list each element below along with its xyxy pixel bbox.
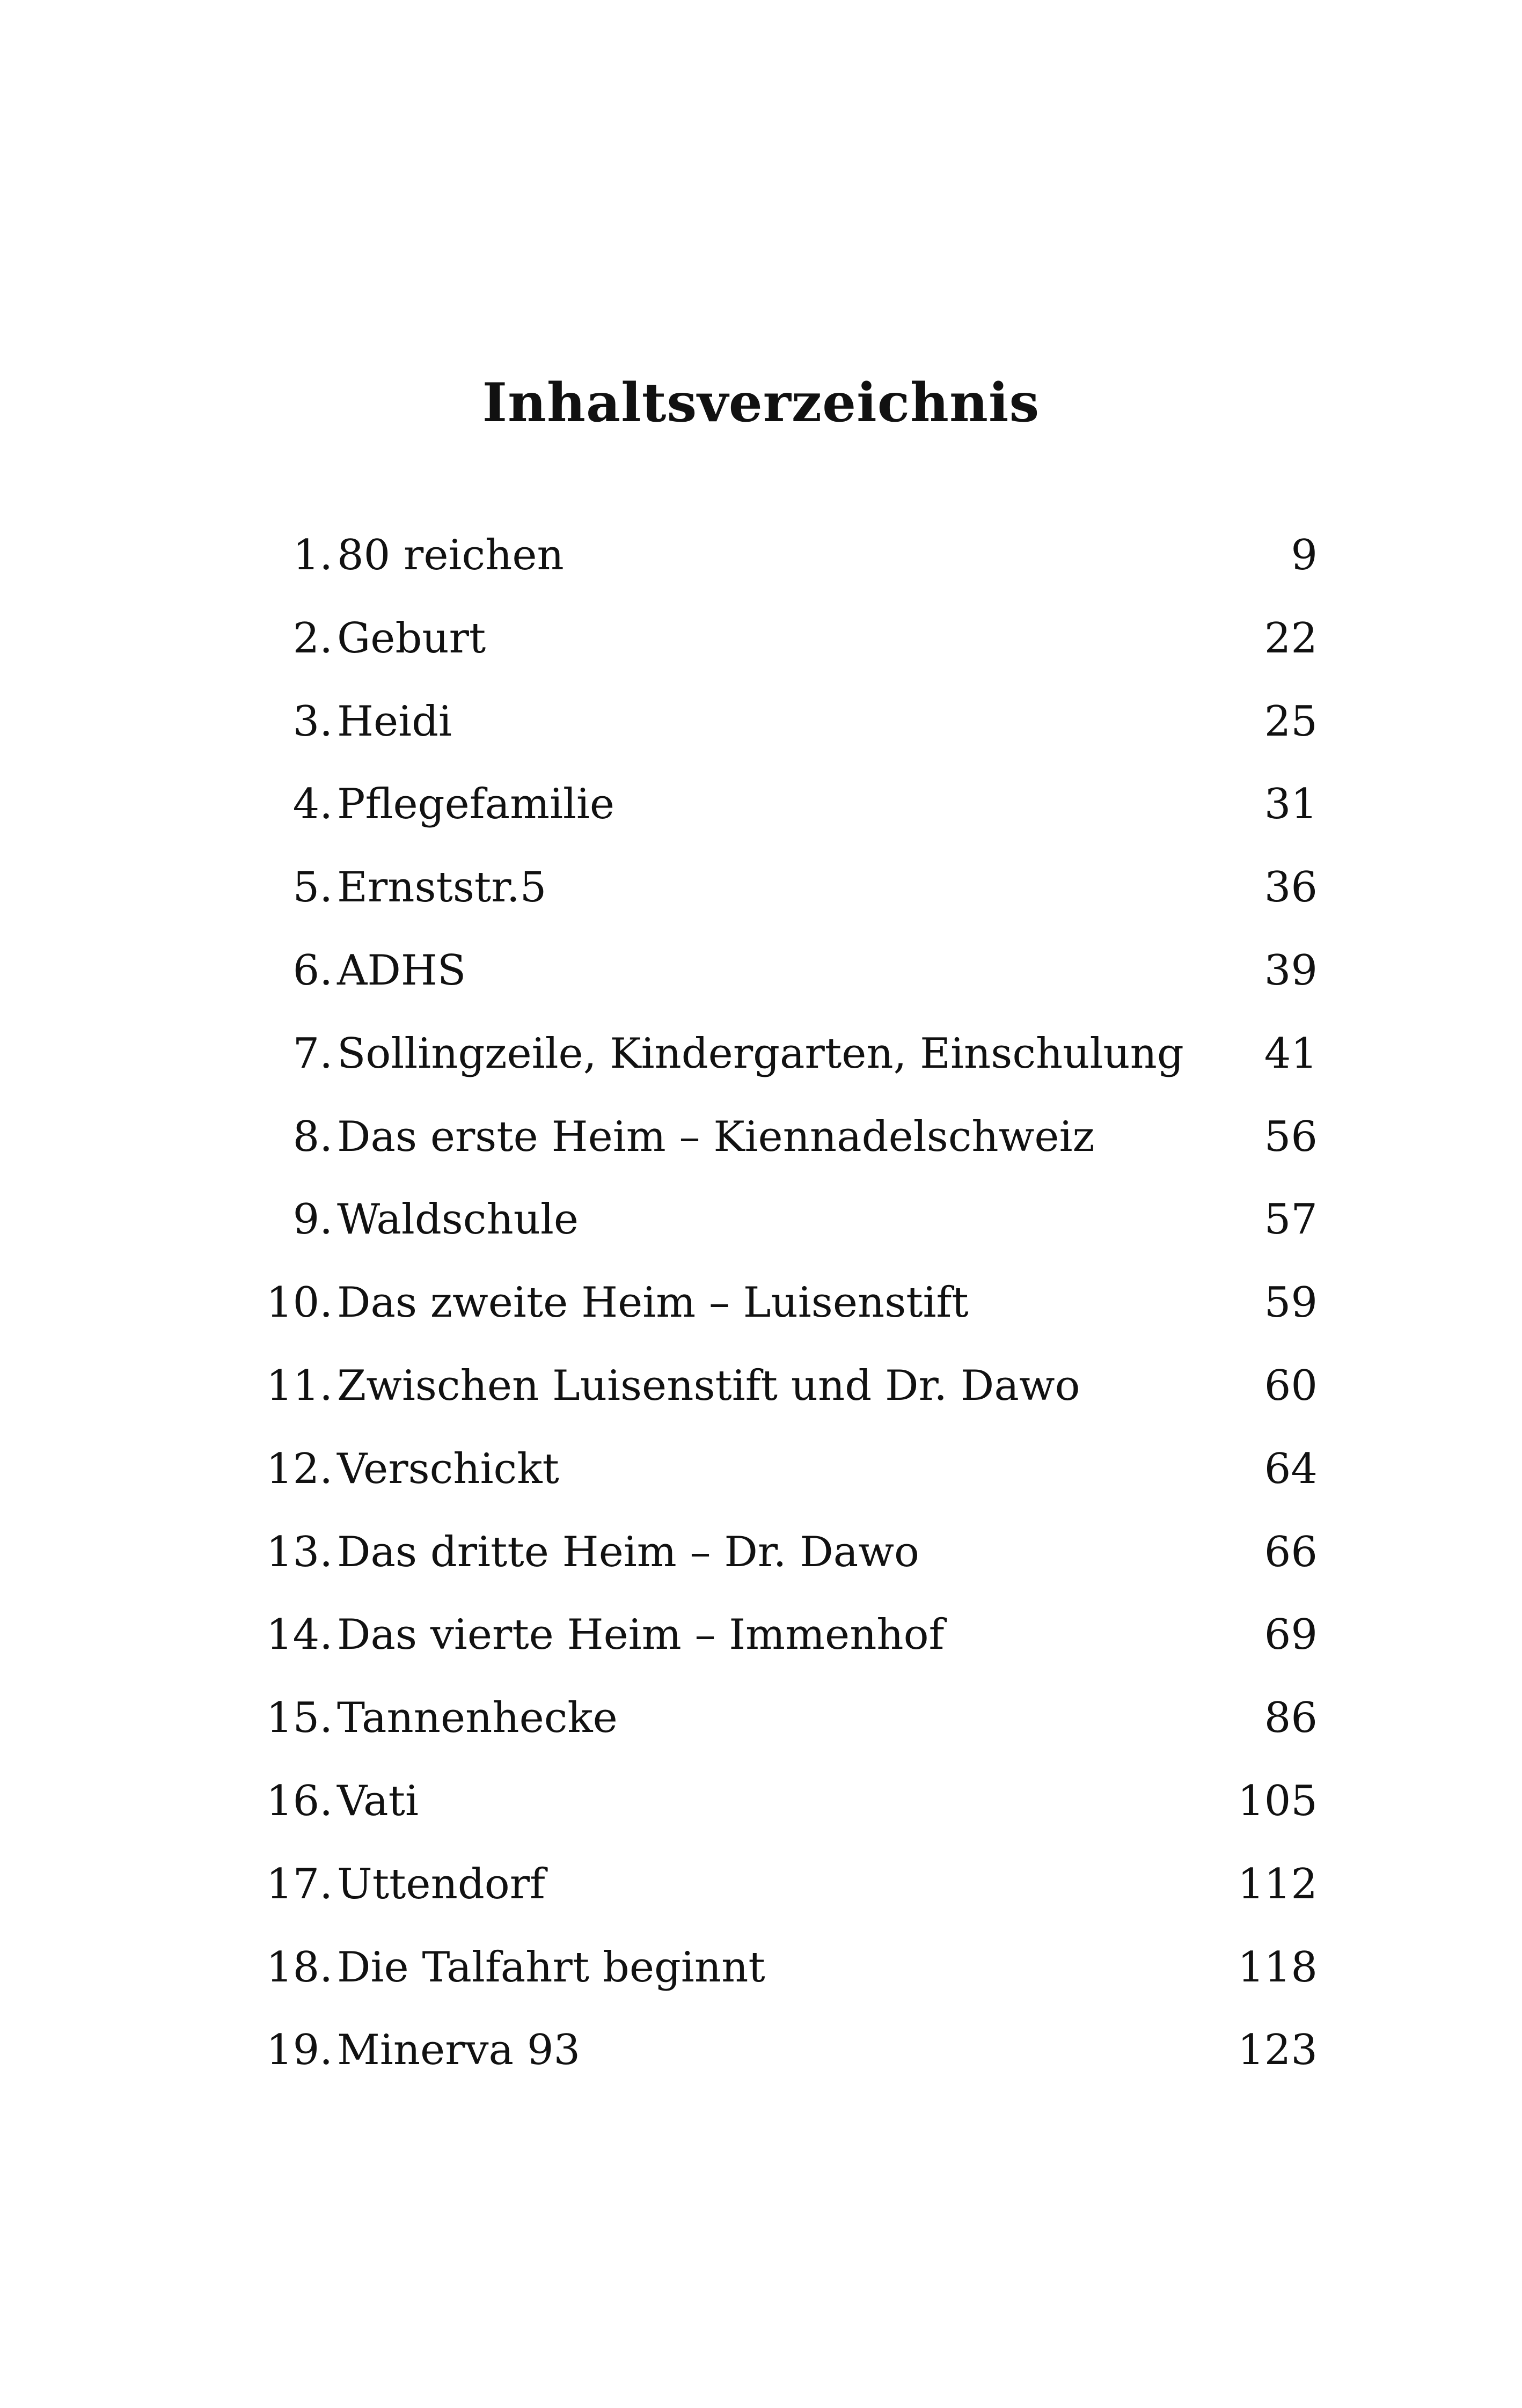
chapter-number: 17.	[266, 1860, 333, 1908]
chapter-title: Uttendorf	[337, 1860, 545, 1908]
chapter-title: Geburt	[337, 614, 486, 663]
chapter-title: 80 reichen	[337, 531, 564, 579]
page-number: 123	[1238, 2026, 1318, 2075]
chapter-number: 6.	[292, 946, 333, 995]
page-number: 112	[1238, 1860, 1318, 1908]
chapter-title: Zwischen Luisenstift und Dr. Dawo	[337, 1361, 1080, 1410]
chapter-number: 15.	[266, 1694, 333, 1743]
toc-entry	[268, 1843, 1342, 1926]
page-number: 59	[1264, 1279, 1318, 1327]
page-number: 56	[1264, 1112, 1318, 1161]
chapter-number: 12.	[266, 1444, 333, 1493]
page-number: 36	[1264, 863, 1318, 912]
toc-entry	[268, 1677, 1342, 1760]
page-number: 118	[1238, 1943, 1318, 1992]
toc-entry	[268, 1428, 1342, 1511]
chapter-title: Waldschule	[337, 1195, 579, 1244]
page-number: 22	[1264, 614, 1318, 663]
toc-entry	[268, 1594, 1342, 1677]
page-number: 41	[1264, 1029, 1318, 1078]
chapter-number: 4.	[292, 780, 333, 829]
toc-entry	[268, 1511, 1342, 1594]
table-of-contents	[268, 514, 1342, 2092]
page-number: 25	[1264, 697, 1318, 746]
chapter-number: 2.	[292, 614, 333, 663]
page-number: 60	[1264, 1361, 1318, 1410]
chapter-number: 13.	[266, 1528, 333, 1576]
chapter-title: Heidi	[337, 697, 452, 746]
toc-entry	[268, 1345, 1342, 1428]
toc-entry	[268, 2009, 1342, 2092]
chapter-number: 5.	[292, 863, 333, 912]
toc-entry	[268, 1178, 1342, 1261]
chapter-title: Pflegefamilie	[337, 780, 615, 829]
page-title: Inhaltsverzeichnis	[482, 372, 1040, 435]
chapter-number: 11.	[266, 1361, 333, 1410]
chapter-number: 14.	[266, 1611, 333, 1660]
chapter-number: 16.	[266, 1776, 333, 1825]
chapter-title: Das zweite Heim – Luisenstift	[337, 1279, 969, 1327]
chapter-number: 19.	[266, 2026, 333, 2075]
page-number: 31	[1264, 780, 1318, 829]
toc-entry	[268, 1926, 1342, 2009]
chapter-title: ADHS	[337, 946, 466, 995]
toc-entry	[268, 680, 1342, 763]
chapter-number: 18.	[266, 1943, 333, 1992]
chapter-title: Minerva 93	[337, 2026, 581, 2075]
chapter-title: Das dritte Heim – Dr. Dawo	[337, 1528, 919, 1576]
toc-entry	[268, 514, 1342, 597]
page-number: 9	[1291, 531, 1318, 579]
page-number: 66	[1264, 1528, 1318, 1576]
toc-entry	[268, 1012, 1342, 1096]
chapter-title: Sollingzeile, Kindergarten, Einschulung	[337, 1029, 1184, 1078]
page-number: 57	[1264, 1195, 1318, 1244]
chapter-title: Vati	[337, 1776, 419, 1825]
toc-entry	[268, 929, 1342, 1012]
page-number: 69	[1264, 1611, 1318, 1660]
chapter-number: 9.	[292, 1195, 333, 1244]
chapter-title: Das erste Heim – Kiennadelschweiz	[337, 1112, 1095, 1161]
toc-entry	[268, 1096, 1342, 1179]
toc-entry	[268, 763, 1342, 846]
chapter-title: Ernststr.5	[337, 863, 547, 912]
chapter-number: 1.	[292, 531, 333, 579]
chapter-number: 8.	[292, 1112, 333, 1161]
chapter-number: 10.	[266, 1279, 333, 1327]
page-number: 39	[1264, 946, 1318, 995]
toc-entry	[268, 1760, 1342, 1843]
chapter-title: Die Talfahrt beginnt	[337, 1943, 765, 1992]
page-number: 105	[1238, 1776, 1318, 1825]
toc-entry	[268, 846, 1342, 929]
chapter-number: 3.	[292, 697, 333, 746]
chapter-title: Tannenhecke	[337, 1694, 618, 1743]
chapter-title: Verschickt	[337, 1444, 559, 1493]
page-number: 64	[1264, 1444, 1318, 1493]
toc-entry	[268, 1261, 1342, 1345]
toc-entry	[268, 597, 1342, 680]
chapter-title: Das vierte Heim – Immenhof	[337, 1611, 945, 1660]
chapter-number: 7.	[292, 1029, 333, 1078]
page-number: 86	[1264, 1694, 1318, 1743]
